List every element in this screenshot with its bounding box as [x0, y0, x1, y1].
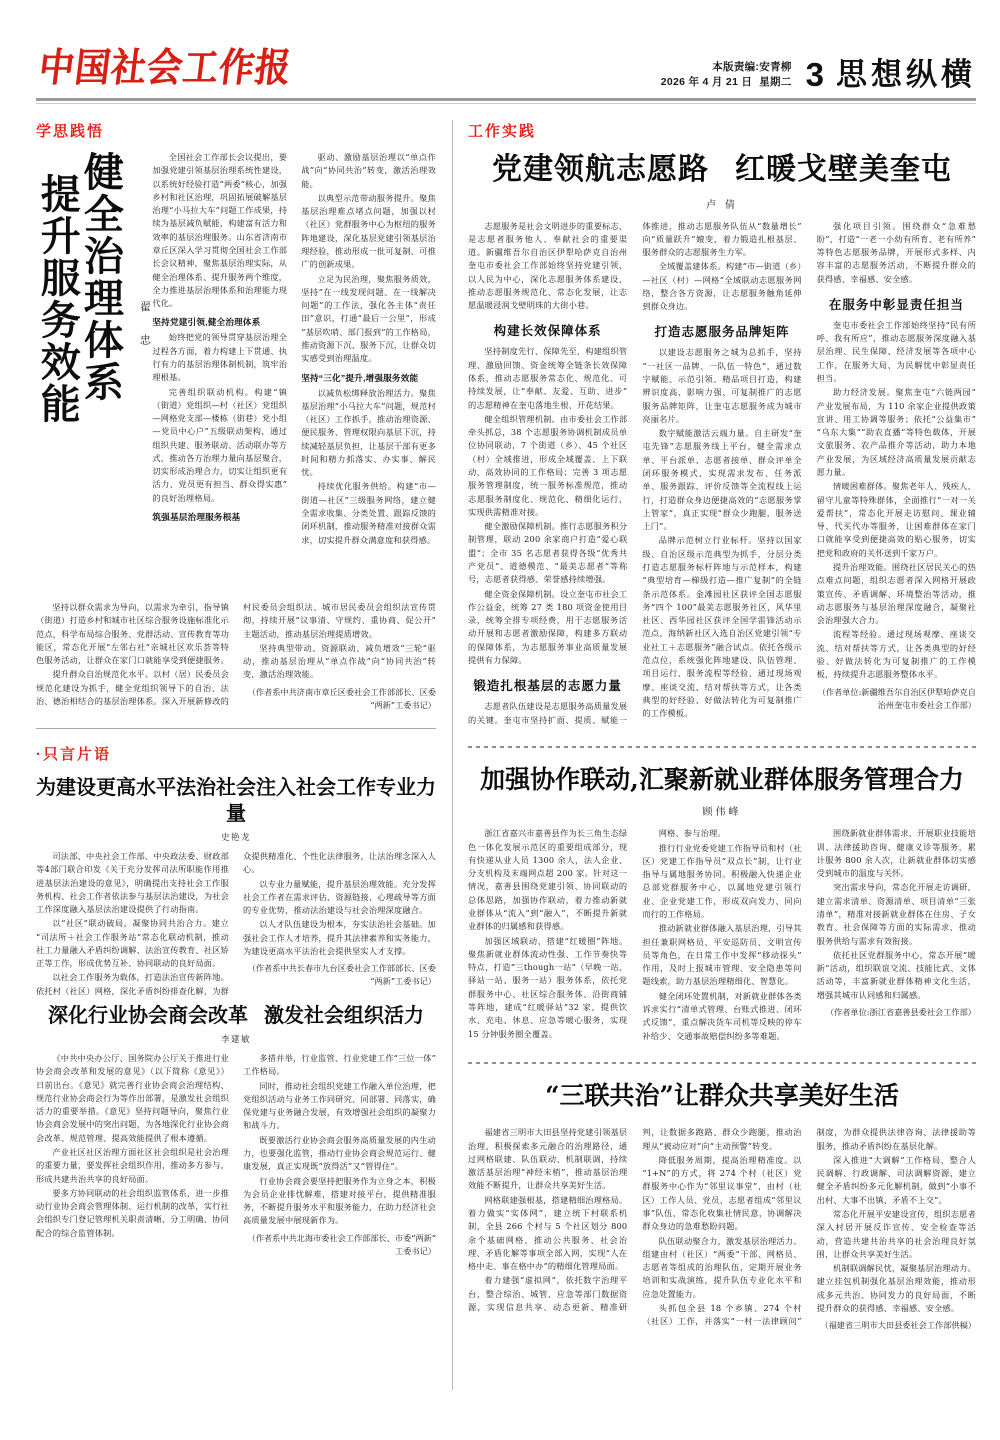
- paragraph: 司法部、中央社会工作部、中央政法委、财政部等4部门联合印发《关于充分发挥司法所职能作用推进基层法治建设的意见》，明确提出支持社会工作服务机构、社会工作者依法参与基层法治建设，为社会工作深度融入基层法治建设提供了行动指南。: [36, 850, 229, 915]
- paragraph: 推动新就业群体融入基层治理，引导其担任兼职网格员、平安巡防员、文明宣传员等角色，在日常工作中发挥“移动探头”作用，及时上报城市管理、安全隐患等问题线索，助力基层治理精细化、智慧化。: [642, 923, 802, 987]
- paragraph: 以典型示范带动服务提升。聚焦基层治理难点堵点问题，加强以村（社区）党群服务中心为枢纽的服务阵地建设，深化基层党建引领基层治理经验，推动形成一批可复制、可推广的创新成果。: [301, 192, 436, 270]
- article-lead: [36, 151, 436, 712]
- paragraph: 奎屯市委社会工作部始终坚持“民有所呼、我有所应”，推动志愿服务深度融入基层治理、民生保障、经济发展等各项中心工作，在服务大局、为民解忧中彰显责任担当。: [816, 319, 976, 384]
- subheading: 打造志愿服务品牌矩阵: [654, 325, 790, 340]
- brief-1-body: [36, 850, 436, 998]
- kicker-zhiyanpianyu: ·只言片语: [36, 745, 111, 763]
- paragraph: 行业协会商会要坚持把服务作为立身之本，积极为会员企业排忧解难，搭建对接平台，提供精准服务，不断提升服务水平和服务能力，在助力经济社会高质量发展中展现新作为。: [243, 1175, 436, 1226]
- paragraph: 以社会工作服务为载体，打造法治宣传新阵地。依托村（社区）网格，深化矛盾纠纷排查化解，为群众提供精准化、个性化法律服务，让法治理念深入人心。: [36, 850, 436, 996]
- lead-headline: [34, 151, 125, 601]
- lead-author: 翟 忠: [138, 301, 151, 350]
- newspaper-page: [0, 30, 1000, 1440]
- subheading: 坚持党建引领,健全治理体系: [152, 317, 261, 328]
- paragraph: 以“社区”联动破局，凝聚协同共治合力。建立“司法所＋社会工作服务站”常态化联动机制，推动社工力量融入矛盾纠纷调解、法治宣传教育、社区矫正等工作，形成优势互补、协同联动的良好局面。: [36, 918, 229, 969]
- paragraph: 队伍联动聚合力，激发基层治理活力。组建由村（社区）“两委”干部、网格员、志愿者等组成的治理队伍，定期开展业务培训和实战演练，提升队伍专业化水平和应急处置能力。: [642, 1235, 802, 1299]
- paragraph: 既要激活行业协会商会服务高质量发展的内生动力，也要强化监管，推动行业协会商会规范运行、健康发展，真正实现既“放得活”又“管得住”。: [243, 1134, 436, 1172]
- right-1-body: [468, 220, 976, 727]
- headline-part-1: 深化行业协会商会改革: [48, 1003, 248, 1028]
- paragraph: 推行行业党委党建工作指导员和村（社区）党建工作指导员“双点长”制，让行业指导与属地服务协同。积极融入快递企业总部党群服务中心，以属地党建引领行业、企业党建工作，形成双向发力、同向而行的工作格局。: [642, 842, 802, 919]
- article-right-3: [468, 1080, 976, 1333]
- paragraph: 以专业力量赋能，提升基层治理效能。充分发挥社会工作者在需求评估、资源链接、心理疏导等方面的专业优势，推动法治建设与社会治理深度融合。: [243, 878, 436, 916]
- headline-line-2: 提升服务效能: [34, 173, 82, 425]
- paragraph: 《中共中央办公厅、国务院办公厅关于推进行业协会商会改革和发展的意见》（以下简称《意见》）日前出台。《意见》就完善行业协会商会治理结构、规范行业协会商会行为等作出部署，是激发社会组织活力的重要举措。《意见》坚持问题导向，聚焦行业协会商会发展中的突出问题，为各地深化行业协会商会改革、规范管理、提高效能提供了根本遵循。: [36, 1053, 229, 1143]
- lead-layout: [36, 151, 436, 601]
- paragraph: 多措并举，行业监管、行业党建工作“三位一体”工作格局。: [243, 1053, 436, 1077]
- page-columns: [36, 120, 976, 1390]
- paragraph: 要多方协同联动的社会组织监管体系，进一步推动行业协会商会管理体制、运行机制的改革，实行社会组织专门登记管理机关职责清晰、分工明确、协同配合的综合监管体制。: [36, 1187, 229, 1238]
- column-divider: [436, 120, 468, 1390]
- brief-2-body: [36, 1052, 436, 1258]
- paragraph: 深入推进“大调解”工作格局，整合人民调解、行政调解、司法调解资源，建立健全矛盾纠纷多元化解机制，做到“小事不出村、大事不出镇、矛盾不上交”。: [816, 1154, 976, 1205]
- masthead: [36, 30, 976, 92]
- paragraph: 始终把党的领导贯穿基层治理全过程各方面，着力构建上下贯通、执行有力的基层治理体制机制，筑牢治理根基。: [152, 332, 288, 383]
- date-text: 2026 年 4 月 21 日: [660, 75, 753, 88]
- paragraph: 同时，推动社会组织党建工作融入单位治理，把党组织活动与业务工作同研究、同部署、同落实，确保党建与业务融合发展，有效增强社会组织的凝聚力和战斗力。: [243, 1080, 436, 1131]
- author-credit: （福建省三明市大田县委社会工作部供稿）: [820, 1320, 976, 1331]
- paragraph: 流程等经验。通过现场观摩、座谈交流、结对帮扶等方式，让各类典型的好经验、好做法转化为可复制推广的工作模板，持续提升志愿服务整体水平。: [816, 629, 976, 680]
- paragraph: 数字赋能激活云端力量。自主研发“奎屯先锋”志愿服务线上平台，健全需求点单、平台派单、志愿者接单、群众评单全闭环服务模式，实现需求发布、任务派单、服务跟踪、评价反馈等全流程线上运行，打造群众身边便捷高效的“志愿服务掌上管家”，真正实现“群众少跑腿，服务送上门”。: [642, 428, 802, 532]
- publication-date: [661, 75, 792, 90]
- paragraph: 坚持制度先行、保障先至，构建组织管理、激励回馈、资金统筹全链条长效保障体系，推动志愿服务常态化、规范化、可持续发展，让“奉献、友爱、互助、进步”的志愿精神在奎屯落地生根、开花结果。: [468, 346, 628, 410]
- paragraph: 突出需求导向，常态化开展走访调研，建立需求清单、资源清单、项目清单“三张清单”，精准对接新就业群体在住房、子女教育、社会保障等方面的实际需求，推动服务供给与需求有效衔接。: [816, 882, 976, 946]
- author-credit: （作者单位:浙江省嘉善县委社会工作部）: [825, 1006, 976, 1017]
- article-brief-1: [36, 774, 436, 998]
- article-right-2: [468, 764, 976, 1043]
- left-column: [36, 120, 436, 1390]
- masthead-meta: [661, 60, 792, 90]
- subheading: 筑强基层治理服务根基: [152, 512, 241, 523]
- paragraph: 围绕新就业群体需求，开展职业技能培训、法律援助咨询、健康义诊等服务，累计服务 800 余人次，让新就业群体切实感受到城市的温度与关怀。: [816, 828, 976, 879]
- paragraph: 网格联建强根基，搭建精细治理格局。着力做实“实体网”，建立统下村联系机制，全县 266 个村与 5 个社区划分 800 余个基础网格，推动公共服务、社会治理、矛盾化解等事项全部入网，实现“人在格中走、事在格中办”的精细化管理局面。: [468, 1194, 628, 1272]
- article-divider-dotted: [468, 1061, 976, 1064]
- paragraph: 健全资金保障机制。设立奎屯市社会工作公益金，统筹 27 类 180 项资金使用目录，统筹全排专项经费，用于志愿服务活动开展和志愿者激励保障，构建多方联动的保障体系，为志愿服务事业高质量发展提供有力保障。: [468, 588, 628, 665]
- article-divider-dotted: [468, 745, 976, 748]
- paragraph: 以人才队伍建设为根本，夯实法治社会基础。加强社会工作人才培养，提升其法律素养和实务能力，为建设更高水平法治社会提供坚实人才支撑。: [243, 919, 436, 956]
- section-divider: [36, 728, 436, 729]
- paragraph: 常态化开展平安建设宣传，组织志愿者深入村居开展反诈宣传、安全检查等活动，营造共建共治共享的社会治理良好氛围，让群众共享美好生活。: [816, 1208, 976, 1259]
- author-credit: （作者系中共北海市委社会工作部部长、市委“两新”工委书记）: [247, 1232, 436, 1256]
- paragraph: 降低服务周期，提高治理精准度。以“1+N”的方式，将 274 个村（社区）党群服务中心作为“邻里议事堂”，由村（社区）工作人员、党员、志愿者组成“邻里议事”队伍，常态化收集社情民意，协调解决群众身边的急难愁盼问题。: [642, 1154, 802, 1232]
- paragraph: 持续优化服务供给。构建“市—街道—社区”三级服务网络，建立健全需求收集、分类处置、跟踪反馈的闭环机制，推动服务精准对接群众需求，切实提升群众满意度和获得感。: [301, 481, 436, 545]
- lead-body-columns: [152, 151, 436, 601]
- kicker-xuesijianwu: 学思践悟: [36, 123, 105, 140]
- paragraph: 健全组织管理机制。由市委社会工作部牵头抓总，38 个志愿服务协调机制成员单位协同联动，7 个街道（乡）、45 个社区（村）全域推进，形成全域覆盖、上下联动、高效协同的工作格局；完善 3 项志愿服务管理制度，统一服务标准规范，推动志愿服务制度化、规范化、精细化运行，实现供需精准对接。: [468, 413, 628, 517]
- paragraph: 全域覆盖建体系。构建“市—街道（乡）—社区（村）—网格”全域联动志愿服务网络，整合各方资源，让志愿服务触角延伸到群众身边。: [642, 261, 802, 312]
- right-1-headline: [468, 151, 976, 189]
- right-1-author: 卢 倩: [706, 199, 738, 211]
- article-right-1: [468, 151, 976, 727]
- paragraph: 健全激励保障机制。推行志愿服务积分制管理，联动 200 余家商户打造“爱心联盟”；全市 35 名志愿者获得各级“优秀共产党员”、道德模范、“最美志愿者”等称号，志愿者获得感、荣誉感持续增强。: [468, 521, 628, 585]
- right-column: [468, 120, 976, 1390]
- brief-2-headline: [36, 1002, 436, 1028]
- paragraph: 品牌示范树立行业标杆。坚持以国家级、自治区级示范典型为抓手，分层分类打造志愿服务标杆阵地与示范样本，构建“典型培育—梯级打造—推广复制”的全链条示范体系。金滩园社区获评全国志愿服务“四个 100”最美志愿服务社区，风华里社区、西华园社区获评全国学雷锋活动示范点，海纳新社区入选自治区党建引领“专业社工＋志愿服务”融合试点。依托各级示范点位，系统强化阵地建设、队伍管理、项目运行、服务流程等经验，通过现场观摩、座谈交流、结对帮扶等方式，让各类典型的好经验、好做法转化为可复制推广的工作模板。: [642, 535, 802, 719]
- brief-1-headline: 为建设更高水平法治社会注入社会工作专业力量: [36, 774, 436, 825]
- author-credit: （作者系中共长春市九台区委社会工作部部长、区委“两新”工委书记）: [247, 963, 436, 987]
- paragraph: 坚持典型带动、资源联动、减负增效“三轮”驱动，推动基层治理从“单点作战”向“协同共治”转变，激活治理效能。: [243, 642, 436, 680]
- masthead-right: [660, 55, 976, 93]
- right-2-headline: 加强协作联动,汇聚新就业群体服务管理合力: [480, 764, 964, 794]
- weekday-text: 星期二: [759, 75, 792, 88]
- paragraph: 志愿服务是社会文明进步的重要标志，是志愿者服务他人、奉献社会的重要渠道。新疆维吾尔自治区伊犁哈萨克自治州奎屯市委社会工作部始终坚持党建引领，以人民为中心，深化志愿服务体系建设，推动志愿服务规范化、常态化发展，让志愿温暖浸润戈壁明珠的大街小巷。: [468, 220, 628, 311]
- subheading: 坚持“三化”提升,增强服务效能: [301, 372, 419, 383]
- editor-credit: 本版责编:安青柳: [712, 60, 792, 73]
- author-credit: （作者单位:新疆维吾尔自治区伊犁哈萨克自治州奎屯市委社会工作部）: [817, 686, 976, 710]
- right-3-headline: “三联共治”让群众共享美好生活: [545, 1080, 899, 1110]
- headline-part-1: 党建领航志愿路: [492, 152, 709, 187]
- paragraph: 机制联调解民忧，凝聚基层治理动力。建立挂包机制强化基层治理效能，推动形成多元共治、协同发力的良好局面，不断提升群众的获得感、幸福感、安全感。: [816, 1263, 976, 1313]
- lead-lower-columns: [36, 601, 436, 712]
- paragraph: 助力经济发展。聚焦奎屯“六链两园”产业发展布局，为 110 余家企业提供政策宣讲、用工协调等服务；依托“公益集市”“乌东大集”“助农直播”等特色载体，开展文旅服务、农产品推介等活动，助力本地产业发展，为区域经济高质量发展贡献志愿力量。: [816, 387, 976, 477]
- paragraph: 提升治理效能。围绕社区居民关心的热点难点问题，组织志愿者深入网格开展政策宣传、矛盾调解、环境整治等活动，推动志愿服务与基层治理深度融合，凝聚社会治理强大合力。: [816, 561, 976, 626]
- paragraph: 浙江省嘉兴市嘉善县作为长三角生态绿色一体化发展示范区的重要组成部分，现有快递从业人员 1300 余人，法人企业、分支机构及末端网点超 200 家。针对这一情况，嘉善县围绕党建引领、协同联动的总体思路，加强协作联动，着力推动新就业群体从“流入”到“融入”，不断提升新就业群体的归属感和获得感。: [468, 828, 628, 932]
- masthead-divider: [36, 98, 976, 104]
- brief-1-author: 史艳龙: [220, 831, 251, 842]
- right-2-author: 顾伟峰: [702, 807, 742, 819]
- page-number: 3: [805, 55, 824, 93]
- paragraph: 情暖困难群体。聚焦老年人、残疾人、留守儿童等特殊群体，全面推行“一对一关爱帮扶”，常态化开展走访慰问、课业辅导、代买代办等服务，让困难群体在家门口就能享受到便捷高效的贴心服务，切实把党和政府的关怀送到千家万户。: [816, 481, 976, 558]
- kicker-gongzuoshijian: 工作实践: [468, 123, 537, 140]
- paragraph: 以建设志愿服务之城为总抓手，坚持“一社区一品牌、一队伍一特色”，通过数字赋能、示范引领、精品项目打造，构建辨识度高、影响力强、可复制推广的志愿服务品牌矩阵，让奎屯志愿服务成为城市亮丽名片。: [642, 347, 802, 424]
- paragraph: 以减负松绑释放治理活力。聚焦基层治理“小马拉大车”问题，规范村（社区）工作抓手，推动治理资源、便民服务、管理权限向基层下沉，持续减轻基层负担，让基层干部有更多时间和精力抓落实、办实事、解民忧。: [301, 387, 436, 478]
- paragraph: 健全闭环处置机制，对新就业群体各类诉求实行“清单式管理、台账式推进、闭环式反馈”，重点解决货车司机等反映的停车补给少、交通事故赔偿纠纷多等难题。: [642, 990, 802, 1041]
- paragraph: 福建省三明市大田县坚持党建引领基层治理，积极探索多元融合的治理路径，通过网格联建、队伍联动、机制联调，持续激活基层治理“神经末梢”，推动基层治理效能不断提升，让群众共享美好生活。: [468, 1127, 628, 1191]
- paragraph: 坚持以群众需求为导向，以需求为牵引，指导镇（街道）打造乡村和城市社区综合服务设施标准化示范点，科学布局综合服务、党群活动、宣传教育等功能区，常态化开展“左邻右社”亲城社区欢乐荟等特色服务活动，让群众在家门口就能享受到便捷服务。: [36, 602, 229, 666]
- paragraph: 全国社会工作部长会议提出，要加强党建引领基层治理系统性建设，以系统好经验打造“两委”核心，加强乡村和社区治理，巩固拓展破解基层治理“小马拉大车”问题工作成果，持续为基层减负赋能，构建富有活力和效率的基层治理服务。山东省济南市章丘区深入学习贯彻全国社会工作部长会议精神，聚焦基层治理实际，从健全治理体系、提升服务两个维度，全力推进基层治理体系和治理能力现代化。: [152, 152, 288, 309]
- author-credit: （作者系中共济南市章丘区委社会工作部部长、区委“两新”工委书记）: [247, 686, 436, 710]
- subheading: 锻造扎根基层的志愿力量: [473, 679, 622, 694]
- paragraph: 志愿者队伍建设是志愿服务高质量发展的关键。奎屯市坚持扩面、提质、赋能一体推进，推动志愿服务队伍从“数量增长”向“质量跃升”嬗变，着力锻造扎根基层、服务群众的志愿服务生力军。: [468, 220, 802, 725]
- section-title: 思想纵横: [836, 57, 976, 92]
- right-3-body: [468, 1126, 976, 1332]
- article-brief-2: [36, 1002, 436, 1258]
- paragraph: 依托社区党群服务中心，常态开展“暖新”活动，组织联谊交流、技能比武、文体活动等，丰富新就业群体精神文化生活，增强其城市认同感和归属感。: [816, 949, 976, 1000]
- paragraph: 完善组织联动机构。构建“镇（街道）党组织—村（社区）党组织—网格党支部—楼栋（街巷）党小组—党员中心户”五级联动架构，通过组织共建、服务联动、活动联办等方式，推动各方治理力量向基层聚合，切实形成治理合力，切实让组织更有活力、党员更有担当、群众得实惠”的良好治理格局。: [152, 386, 288, 503]
- headline-part-2: 红暖戈壁美奎屯: [735, 152, 952, 187]
- paragraph: 头抓包全县 18 个乡镇、274 个村（社区）工作，并落实“一村一法律顾问”制度，为群众提供法律咨询、法律援助等服务，推动矛盾纠纷在基层化解。: [642, 1127, 976, 1327]
- paragraph: 驱动、激励基层治理以“单点作战”向“协同共治”转变，激活治理效能。: [301, 152, 436, 189]
- right-2-body: [468, 827, 976, 1043]
- subheading: 构建长效保障体系: [493, 324, 602, 339]
- paragraph: 网格、参与治理。: [658, 828, 726, 839]
- paragraph: 加强区域联动，搭建“红暖圈”阵地。聚焦新就业群体流动性强、工作节奏快等特点，打造“三though一站”（早晚一站、驿站一站、服务一站）服务体系，依托党群服务中心、社区综合服务体、沿街商铺等阵地，建成“红暖驿站”32 家，提供饮水、充电、休息、应急等暖心服务，实现 15 分钟服务圈全覆盖。: [468, 935, 628, 1039]
- paragraph: 着力建强“虚拟网”，依托数字治理平台，整合综治、城管、应急等部门数据资源，实现信息共享、动态更新、精准研判，让数据多跑路、群众少跑腿，推动治理从“被动应对”向“主动预警”转变。: [468, 1127, 802, 1312]
- headline-line-1: 健全治理体系: [77, 151, 125, 403]
- newspaper-logo: 中国社会工作报: [36, 44, 294, 91]
- paragraph: 立足为民治理，聚焦服务质效，坚持“在一线发现问题、在一线解决问题”的工作法，强化各主体“责任田”意识，打通“最后一公里”，形成“基层吹哨、部门报到”的工作格局，推动资源下沉、服务下沉，让群众切实感受到治理温度。: [301, 273, 436, 364]
- paragraph: 产业社区社区治理方面社区社会组织是社会治理的重要力量，要发挥社会组织作用，推动多方参与，形成共建共治共享的良好局面。: [36, 1147, 229, 1184]
- brief-2-author: 李建敏: [220, 1034, 251, 1045]
- paragraph: 提升群众自治规范化水平。以村（居）民委员会规范化建设为抓手，健全党组织领导下的自治、法治、德治相结合的基层治理体系。深入开展新修改的村民委员会组织法、城市居民委员会组织法宣传贯彻，持续开展“议事清、守规约、重协商、促公开”主题活动，推动基层治理提质增效。: [36, 602, 436, 706]
- subheading: 在服务中彰显责任担当: [828, 297, 964, 312]
- paragraph: 强化项目引领。围绕群众“急难愁盼”，打造“一老一小幼有所育、老有所养”等特色志愿服务品牌，开展形式多样、内容丰富的志愿服务活动，不断提升群众的获得感、幸福感、安全感。: [816, 220, 976, 284]
- headline-part-2: 激发社会组织活力: [264, 1003, 424, 1028]
